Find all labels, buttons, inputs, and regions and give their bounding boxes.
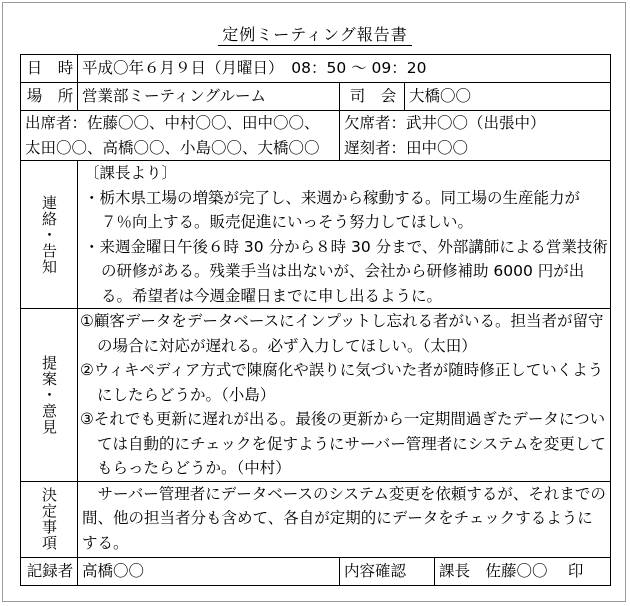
label-proposals (21, 309, 78, 482)
value-place: 営業部ミーティングルーム (78, 83, 340, 111)
absentees-line-2: 遅刻者：田中〇〇 (344, 138, 469, 157)
attendees-line-1: 出席者：佐藤〇〇、中村〇〇、田中〇〇、 (25, 114, 320, 132)
attendees-cell (21, 111, 340, 161)
row-place (21, 83, 611, 111)
row-attendance (21, 111, 611, 161)
proposals-label-text: 提案・意見 (40, 354, 58, 435)
row-proposals (21, 309, 611, 482)
row-notice (21, 161, 611, 309)
decision-text: サーバー管理者にデータベースのシステム変更を依頼するが、それまでの間、他の担当者分も含めて、各自が定期的にデータをチェックするようにする。 (82, 484, 606, 552)
chief-signature: 課長 佐藤〇〇 印 (435, 557, 611, 585)
label-recorder: 記録者 (21, 557, 78, 585)
decision-content (78, 481, 611, 557)
notice-item-1: ・栃木県工場の増築が完了し、来週から稼動する。同工場の生産能力が７％向上する。販売促進にいっそう努力してほしい。 (84, 188, 581, 231)
proposal-item-2: ②ウィキペディア方式で陳腐化や誤りに気づいた者が随時修正していくようにしたらどうか。（小島） (80, 361, 604, 404)
attendees-line-2: 太田〇〇、高橋〇〇、小島〇〇、大橋〇〇 (25, 138, 320, 157)
title-text: 定例ミーティング報告書 (218, 25, 411, 46)
label-datetime: 日 時 (21, 55, 78, 83)
row-footer (21, 557, 611, 585)
label-host: 司 会 (340, 83, 405, 111)
label-confirm: 内容確認 (340, 557, 435, 585)
value-datetime: 平成〇年６月９日（月曜日） 08：50 ～ 09：20 (78, 55, 611, 83)
value-host: 大橋〇〇 (405, 83, 611, 111)
notice-label-text: 連絡・告知 (40, 194, 58, 275)
proposals-content (78, 309, 611, 482)
proposal-item-1: ①顧客データをデータベースにインプットし忘れる者がいる。担当者が留守の場合に対応が遅れる。必ず入力してほしい。（太田） (80, 312, 604, 355)
proposal-item-3: ③それでも更新に遅れが出る。最後の更新から一定期間過ぎたデータについては自動的にチェックを促すようにサーバー管理者にシステムを変更してもらったらどうか。（中村） (80, 410, 606, 477)
decision-label-text: 決定事項 (40, 487, 58, 551)
absentees-line-1: 欠席者：武井〇〇（出張中） (344, 114, 546, 132)
row-datetime (21, 55, 611, 83)
notice-intro: 〔課長より〕 (84, 164, 178, 182)
row-decision (21, 481, 611, 557)
label-notice (21, 161, 78, 309)
label-place: 場 所 (21, 83, 78, 111)
notice-item-2: ・来週金曜日午後６時 30 分から８時 30 分まで、外部講師による営業技術の研修がある。残業手当は出ないが、会社から研修補助 6000 円が出る。希望者は今週金曜日までに申し出るように。 (84, 237, 608, 305)
report-table (20, 54, 611, 586)
label-decision (21, 481, 78, 557)
absentees-cell (340, 111, 611, 161)
document-title (0, 22, 630, 45)
notice-content (78, 161, 611, 309)
value-recorder: 高橋〇〇 (78, 557, 340, 585)
